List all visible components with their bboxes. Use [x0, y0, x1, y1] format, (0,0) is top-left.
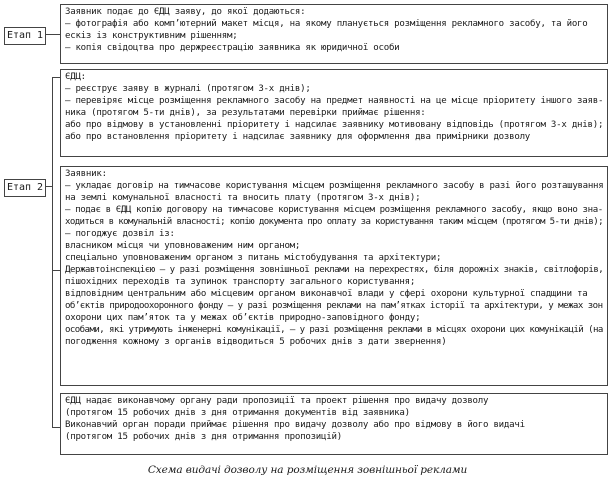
stage-2-bracket-bottom [52, 427, 60, 428]
stage-2-connector [46, 186, 52, 187]
box4-line: (протягом 15 робочих днів з дня отримання пропозицій) [65, 432, 342, 442]
box3-line: — погоджує дозвіл із: [65, 229, 175, 239]
box2-line: ЄДЦ: [65, 72, 86, 82]
box1-line: ескіз із конструктивним рішенням; [65, 31, 238, 41]
box3-line: на землі комунальної власності та вносить плату (протягом 3-х днів); [65, 193, 421, 203]
edc-registration-box [60, 69, 608, 157]
box3-line: — подає в ЄДЦ копію договору на тимчасове користування місцем розміщення рекламного засобу, якщо воно зна- [65, 205, 603, 215]
stage-2-bracket-vertical [52, 77, 53, 427]
box4-line: Виконавчий орган поради приймає рішення про видачу дозволу або про відмову в його видачі [65, 420, 525, 430]
box3-line: погодження кожному з органів відводиться 5 робочих днів з дати звернення) [65, 337, 447, 347]
box3-line: Заявник: [65, 169, 107, 179]
box3-line: об’єктів природоохоронного фонду — у разі розміщення реклами на пам’ятках історії та архітектури, у межах зон [65, 301, 603, 311]
box3-line: відповідним центральним або місцевим органом виконавчої влади у сфері охорони культурної спадщини та [65, 289, 588, 299]
box3-line: особами, які утримують інженерні комунікації, — у разі розміщення реклами в місцях охорони цих комунікацій (на [65, 325, 603, 335]
applicant-approval-box [60, 166, 608, 386]
stage-2-bracket-mid [52, 270, 60, 271]
stage-2-label: Етап 2 [4, 179, 46, 197]
box4-line: ЄДЦ надає виконавчому органу ради пропозиції та проект рішення про видачу дозволу [65, 396, 489, 406]
box3-line: власником місця чи уповноваженим ним органом; [65, 241, 301, 251]
box3-line: охорони цих пам’яток та у межах об’єктів природно-заповідного фонду; [65, 313, 421, 323]
box1-line: — фотографія або комп’ютерний макет місця, на якому планується розміщення рекламного засобу, та його [65, 19, 588, 29]
box2-line: — перевіряє місце розміщення рекламного засобу на предмет наявності на це місце пріоритету іншого заяв- [65, 96, 604, 106]
stage-1-connector [46, 34, 60, 35]
box3-line: — укладає договір на тимчасове користування місцем розміщення рекламного засобу в разі його розташування [65, 181, 604, 191]
box2-line: або про відмову в установленні пріоритету і надсилає заявнику мотивовану відповідь (протягом 3-х днів); [65, 120, 604, 130]
box2-line: або про встановлення пріоритету і надсилає заявнику для оформлення два примірники дозволу [65, 132, 531, 142]
box3-line: пішохідних переходів та зупинок транспорту загального користування; [65, 277, 416, 287]
stage-1-applicant-box [60, 4, 608, 64]
box3-line: спеціально уповноваженим органом з питань містобудування та архітектури; [65, 253, 442, 263]
box3-line: Державтоінспекцією — у разі розміщення зовнішньої реклами на перехрестях, біля дорожніх знаків, світлофорів, [65, 265, 604, 275]
stage-2-bracket-top [52, 77, 60, 78]
box2-line: ника (протягом 5-ти днів), за результатами перевірки приймає рішення: [65, 108, 426, 118]
box2-line: — реєструє заяву в журналі (протягом 3-х днів); [65, 84, 311, 94]
box1-line: Заявник подає до ЄДЦ заяву, до якої додаються: [65, 7, 306, 17]
box4-line: (протягом 15 робочих днів з дня отримання документів від заявника) [65, 408, 410, 418]
stage-1-label: Етап 1 [4, 27, 46, 45]
council-decision-box [60, 393, 608, 455]
figure-caption: Схема видачі дозволу на розміщення зовнішньої реклами [147, 464, 468, 476]
box3-line: ходиться в комунальній власності; копію документа про оплату за користування таким місцем (протягом 5-ти днів); [65, 217, 603, 227]
box1-line: — копія свідоцтва про держреєстрацію заявника як юридичної особи [65, 43, 400, 53]
